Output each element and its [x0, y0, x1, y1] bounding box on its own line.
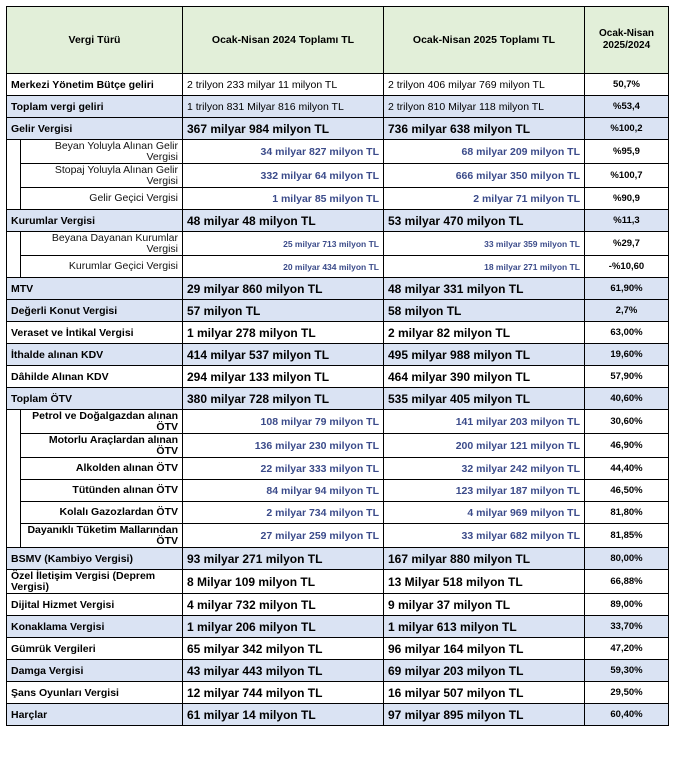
row-value-2024: 61 milyar 14 milyon TL: [183, 704, 384, 726]
table-subrow: [7, 524, 669, 548]
table-row: [7, 96, 669, 118]
row-label: Merkezi Yönetim Bütçe geliri: [7, 74, 183, 96]
row-label: Konaklama Vergisi: [7, 616, 183, 638]
row-label: Gelir Geçici Vergisi: [21, 188, 183, 210]
row-value-2025: 69 milyar 203 milyon TL: [384, 660, 585, 682]
indent-cell: [7, 164, 21, 188]
row-value-2024: 108 milyar 79 milyon TL: [183, 410, 384, 434]
table-row: [7, 344, 669, 366]
row-value-2025: 53 milyar 470 milyon TL: [384, 210, 585, 232]
row-value-2025: 97 milyar 895 milyon TL: [384, 704, 585, 726]
row-ratio: 46,90%: [585, 434, 669, 458]
table-row: [7, 366, 669, 388]
row-label: Özel İletişim Vergisi (Deprem Vergisi): [7, 570, 183, 594]
table-row: [7, 682, 669, 704]
row-ratio: %100,7: [585, 164, 669, 188]
row-value-2024: 1 milyar 85 milyon TL: [183, 188, 384, 210]
indent-cell: [7, 232, 21, 256]
header-2024-total: Ocak-Nisan 2024 Toplamı TL: [183, 7, 384, 74]
row-ratio: 60,40%: [585, 704, 669, 726]
table-subrow: [7, 140, 669, 164]
row-ratio: 89,00%: [585, 594, 669, 616]
row-value-2024: 414 milyar 537 milyon TL: [183, 344, 384, 366]
row-label: Tütünden alınan ÖTV: [21, 480, 183, 502]
table-row: [7, 278, 669, 300]
row-value-2025: 96 milyar 164 milyon TL: [384, 638, 585, 660]
header-row: [7, 7, 669, 74]
row-value-2025: 33 milyar 359 milyon TL: [384, 232, 585, 256]
row-ratio: 59,30%: [585, 660, 669, 682]
indent-cell: [7, 434, 21, 458]
row-value-2024: 4 milyar 732 milyon TL: [183, 594, 384, 616]
row-label: Veraset ve İntikal Vergisi: [7, 322, 183, 344]
row-ratio: 81,80%: [585, 502, 669, 524]
row-value-2024: 20 milyar 434 milyon TL: [183, 256, 384, 278]
indent-cell: [7, 502, 21, 524]
row-ratio: 46,50%: [585, 480, 669, 502]
row-value-2025: 123 milyar 187 milyon TL: [384, 480, 585, 502]
row-ratio: 80,00%: [585, 548, 669, 570]
row-value-2025: 18 milyar 271 milyon TL: [384, 256, 585, 278]
row-ratio: 19,60%: [585, 344, 669, 366]
tax-revenue-table: [6, 6, 669, 726]
indent-cell: [7, 256, 21, 278]
row-label: Harçlar: [7, 704, 183, 726]
table-row: [7, 660, 669, 682]
row-ratio: 40,60%: [585, 388, 669, 410]
row-ratio: 63,00%: [585, 322, 669, 344]
row-value-2024: 43 milyar 443 milyon TL: [183, 660, 384, 682]
table-row: [7, 570, 669, 594]
row-value-2025: 16 milyar 507 milyon TL: [384, 682, 585, 704]
row-label: Toplam ÖTV: [7, 388, 183, 410]
row-value-2025: 9 milyar 37 milyon TL: [384, 594, 585, 616]
row-label: Stopaj Yoluyla Alınan Gelir Vergisi: [21, 164, 183, 188]
tax-table-container: [6, 6, 669, 726]
row-ratio: 66,88%: [585, 570, 669, 594]
indent-cell: [7, 410, 21, 434]
row-value-2024: 65 milyar 342 milyon TL: [183, 638, 384, 660]
row-value-2025: 33 milyar 682 milyon TL: [384, 524, 585, 548]
row-value-2024: 332 milyar 64 milyon TL: [183, 164, 384, 188]
row-value-2024: 57 milyon TL: [183, 300, 384, 322]
table-subrow: [7, 434, 669, 458]
row-label: Damga Vergisi: [7, 660, 183, 682]
table-row: [7, 638, 669, 660]
table-row: [7, 118, 669, 140]
table-subrow: [7, 410, 669, 434]
row-value-2024: 1 milyar 278 milyon TL: [183, 322, 384, 344]
row-value-2024: 27 milyar 259 milyon TL: [183, 524, 384, 548]
row-value-2024: 1 milyar 206 milyon TL: [183, 616, 384, 638]
indent-cell: [7, 458, 21, 480]
row-value-2025: 464 milyar 390 milyon TL: [384, 366, 585, 388]
indent-cell: [7, 188, 21, 210]
row-value-2024: 93 milyar 271 milyon TL: [183, 548, 384, 570]
row-value-2025: 2 milyar 71 milyon TL: [384, 188, 585, 210]
table-subrow: [7, 502, 669, 524]
row-value-2025: 32 milyar 242 milyon TL: [384, 458, 585, 480]
table-row: [7, 210, 669, 232]
table-row: [7, 704, 669, 726]
row-value-2025: 4 milyar 969 milyon TL: [384, 502, 585, 524]
indent-cell: [7, 524, 21, 548]
table-row: [7, 616, 669, 638]
row-label: Şans Oyunları Vergisi: [7, 682, 183, 704]
header-ratio: Ocak-Nisan 2025/2024: [585, 7, 669, 74]
row-value-2024: 29 milyar 860 milyon TL: [183, 278, 384, 300]
row-ratio: 2,7%: [585, 300, 669, 322]
row-value-2025: 1 milyar 613 milyon TL: [384, 616, 585, 638]
row-label: Toplam vergi geliri: [7, 96, 183, 118]
row-ratio: %95,9: [585, 140, 669, 164]
row-value-2025: 736 milyar 638 milyon TL: [384, 118, 585, 140]
table-row: [7, 300, 669, 322]
row-value-2024: 2 milyar 734 milyon TL: [183, 502, 384, 524]
row-ratio: 81,85%: [585, 524, 669, 548]
table-subrow: [7, 256, 669, 278]
row-label: Kurumlar Geçici Vergisi: [21, 256, 183, 278]
row-value-2025: 200 milyar 121 milyon TL: [384, 434, 585, 458]
row-value-2025: 58 milyon TL: [384, 300, 585, 322]
row-value-2024: 2 trilyon 233 milyar 11 milyon TL: [183, 74, 384, 96]
row-ratio: 57,90%: [585, 366, 669, 388]
row-value-2025: 2 trilyon 810 Milyar 118 milyon TL: [384, 96, 585, 118]
table-subrow: [7, 232, 669, 256]
row-value-2025: 666 milyar 350 milyon TL: [384, 164, 585, 188]
row-value-2024: 12 milyar 744 milyon TL: [183, 682, 384, 704]
row-ratio: %11,3: [585, 210, 669, 232]
row-value-2025: 167 milyar 880 milyon TL: [384, 548, 585, 570]
table-row: [7, 322, 669, 344]
row-ratio: 30,60%: [585, 410, 669, 434]
header-2025-total: Ocak-Nisan 2025 Toplamı TL: [384, 7, 585, 74]
row-label: Kolalı Gazozlardan ÖTV: [21, 502, 183, 524]
table-row: [7, 74, 669, 96]
row-label: Dijital Hizmet Vergisi: [7, 594, 183, 616]
row-value-2025: 2 trilyon 406 milyar 769 milyon TL: [384, 74, 585, 96]
row-value-2024: 380 milyar 728 milyon TL: [183, 388, 384, 410]
row-value-2024: 136 milyar 230 milyon TL: [183, 434, 384, 458]
row-ratio: %100,2: [585, 118, 669, 140]
row-label: Motorlu Araçlardan alınan ÖTV: [21, 434, 183, 458]
indent-cell: [7, 480, 21, 502]
row-value-2024: 48 milyar 48 milyon TL: [183, 210, 384, 232]
table-row: [7, 548, 669, 570]
row-value-2024: 8 Milyar 109 milyon TL: [183, 570, 384, 594]
row-ratio: 50,7%: [585, 74, 669, 96]
row-value-2025: 141 milyar 203 milyon TL: [384, 410, 585, 434]
row-value-2024: 25 milyar 713 milyon TL: [183, 232, 384, 256]
row-value-2025: 535 milyar 405 milyon TL: [384, 388, 585, 410]
row-label: Gümrük Vergileri: [7, 638, 183, 660]
row-value-2024: 367 milyar 984 milyon TL: [183, 118, 384, 140]
row-value-2025: 2 milyar 82 milyon TL: [384, 322, 585, 344]
row-value-2024: 22 milyar 333 milyon TL: [183, 458, 384, 480]
row-label: İthalde alınan KDV: [7, 344, 183, 366]
row-ratio: -%10,60: [585, 256, 669, 278]
row-value-2024: 34 milyar 827 milyon TL: [183, 140, 384, 164]
row-label: MTV: [7, 278, 183, 300]
row-label: Dayanıklı Tüketim Mallarından ÖTV: [21, 524, 183, 548]
row-label: BSMV (Kambiyo Vergisi): [7, 548, 183, 570]
table-subrow: [7, 458, 669, 480]
row-label: Değerli Konut Vergisi: [7, 300, 183, 322]
row-ratio: 33,70%: [585, 616, 669, 638]
header-tax-type: Vergi Türü: [7, 7, 183, 74]
table-subrow: [7, 164, 669, 188]
row-ratio: %53,4: [585, 96, 669, 118]
row-ratio: 29,50%: [585, 682, 669, 704]
row-label: Beyan Yoluyla Alınan Gelir Vergisi: [21, 140, 183, 164]
table-subrow: [7, 480, 669, 502]
row-label: Petrol ve Doğalgazdan alınan ÖTV: [21, 410, 183, 434]
row-value-2024: 294 milyar 133 milyon TL: [183, 366, 384, 388]
row-label: Gelir Vergisi: [7, 118, 183, 140]
row-label: Kurumlar Vergisi: [7, 210, 183, 232]
row-value-2025: 68 milyar 209 milyon TL: [384, 140, 585, 164]
row-value-2025: 13 Milyar 518 milyon TL: [384, 570, 585, 594]
row-ratio: 61,90%: [585, 278, 669, 300]
row-ratio: %29,7: [585, 232, 669, 256]
table-row: [7, 594, 669, 616]
row-ratio: 44,40%: [585, 458, 669, 480]
row-value-2025: 48 milyar 331 milyon TL: [384, 278, 585, 300]
row-label: Dâhilde Alınan KDV: [7, 366, 183, 388]
row-label: Alkolden alınan ÖTV: [21, 458, 183, 480]
row-ratio: 47,20%: [585, 638, 669, 660]
row-value-2025: 495 milyar 988 milyon TL: [384, 344, 585, 366]
row-value-2024: 1 trilyon 831 Milyar 816 milyon TL: [183, 96, 384, 118]
row-label: Beyana Dayanan Kurumlar Vergisi: [21, 232, 183, 256]
indent-cell: [7, 140, 21, 164]
row-value-2024: 84 milyar 94 milyon TL: [183, 480, 384, 502]
table-row: [7, 388, 669, 410]
table-subrow: [7, 188, 669, 210]
row-ratio: %90,9: [585, 188, 669, 210]
